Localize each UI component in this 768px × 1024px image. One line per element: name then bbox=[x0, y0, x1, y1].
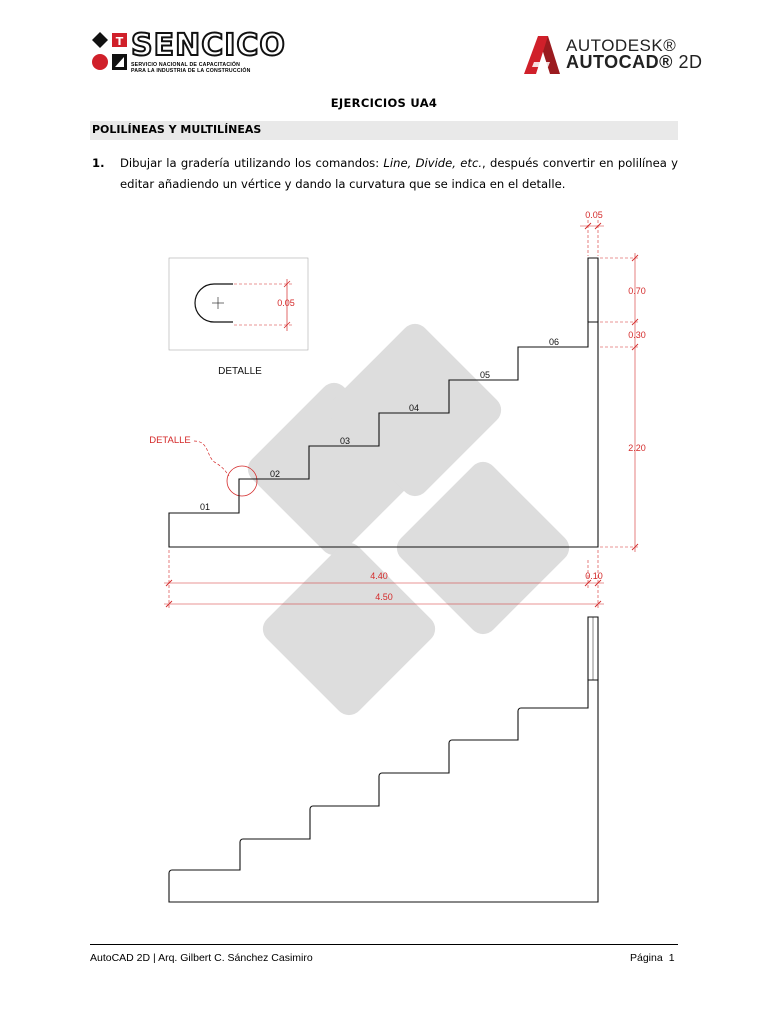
footer-rule bbox=[90, 944, 678, 945]
step-label-03: 03 bbox=[339, 436, 351, 446]
sencico-wordmark: SENCICO bbox=[131, 28, 286, 63]
section-header bbox=[90, 121, 678, 140]
autocad-label bbox=[566, 52, 702, 73]
step-label-01: 01 bbox=[199, 502, 211, 512]
autocad-a-icon bbox=[524, 36, 560, 74]
sencico-subtitle-2: PARA LA INDUSTRIA DE LA CONSTRUCCIÓN bbox=[131, 68, 251, 74]
exercise-commands: Line, Divide, etc. bbox=[383, 156, 483, 170]
step-label-04: 04 bbox=[408, 403, 420, 413]
dim-rail-height: 0.70 bbox=[628, 286, 646, 296]
dim-top-step: 0.30 bbox=[628, 330, 646, 340]
autocad-label-suffix: 2D bbox=[678, 52, 703, 72]
exercise-text-part2: , después convertir en polilínea y editar añadiendo un vértice y dando la curvatura que se indica en el detalle. bbox=[120, 156, 679, 191]
autocad-label-main: AUTOCAD® bbox=[566, 52, 673, 72]
svg-text:T: T bbox=[115, 35, 124, 48]
autocad-logo bbox=[524, 36, 703, 76]
page-header bbox=[0, 0, 768, 90]
dim-top-small: 0.05 bbox=[585, 210, 603, 220]
sencico-subtitle-1: SERVICIO NACIONAL DE CAPACITACIÓN bbox=[131, 62, 241, 68]
watermark-logo bbox=[242, 318, 575, 721]
autodesk-label: AUTODESK® bbox=[566, 36, 677, 55]
detail-caption: DETALLE bbox=[218, 366, 262, 377]
dim-total-height: 2.20 bbox=[628, 443, 646, 453]
exercise-text-part1: Dibujar la gradería utilizando los comandos: bbox=[120, 156, 384, 170]
footer-page bbox=[630, 952, 675, 964]
detail-callout bbox=[194, 441, 257, 496]
dim-width-inner: 4.40 bbox=[370, 571, 388, 581]
footer-page-label: Página bbox=[630, 952, 663, 964]
vertical-dimensions bbox=[580, 220, 640, 552]
sencico-logo bbox=[90, 28, 286, 76]
footer-author: AutoCAD 2D | Arq. Gilbert C. Sánchez Casimiro bbox=[90, 952, 313, 964]
exercise-number: 1. bbox=[92, 156, 105, 170]
section-title: POLILÍNEAS Y MULTILÍNEAS bbox=[92, 123, 262, 136]
step-label-05: 05 bbox=[479, 370, 491, 380]
stair-drawing-svg bbox=[0, 200, 768, 920]
footer-page-number: 1 bbox=[668, 952, 675, 964]
page-title: EJERCICIOS UA4 bbox=[330, 96, 438, 110]
step-label-02: 02 bbox=[269, 469, 281, 479]
dim-width-wall: 0.10 bbox=[585, 571, 603, 581]
exercise-text bbox=[120, 153, 678, 195]
detail-dimension-label: 0.05 bbox=[277, 298, 295, 308]
detail-callout-label: DETALLE bbox=[149, 435, 191, 446]
stair-drawing bbox=[0, 200, 768, 920]
sencico-emblem-icon bbox=[90, 30, 130, 74]
dim-width-total: 4.50 bbox=[375, 592, 393, 602]
step-label-06: 06 bbox=[548, 337, 560, 347]
